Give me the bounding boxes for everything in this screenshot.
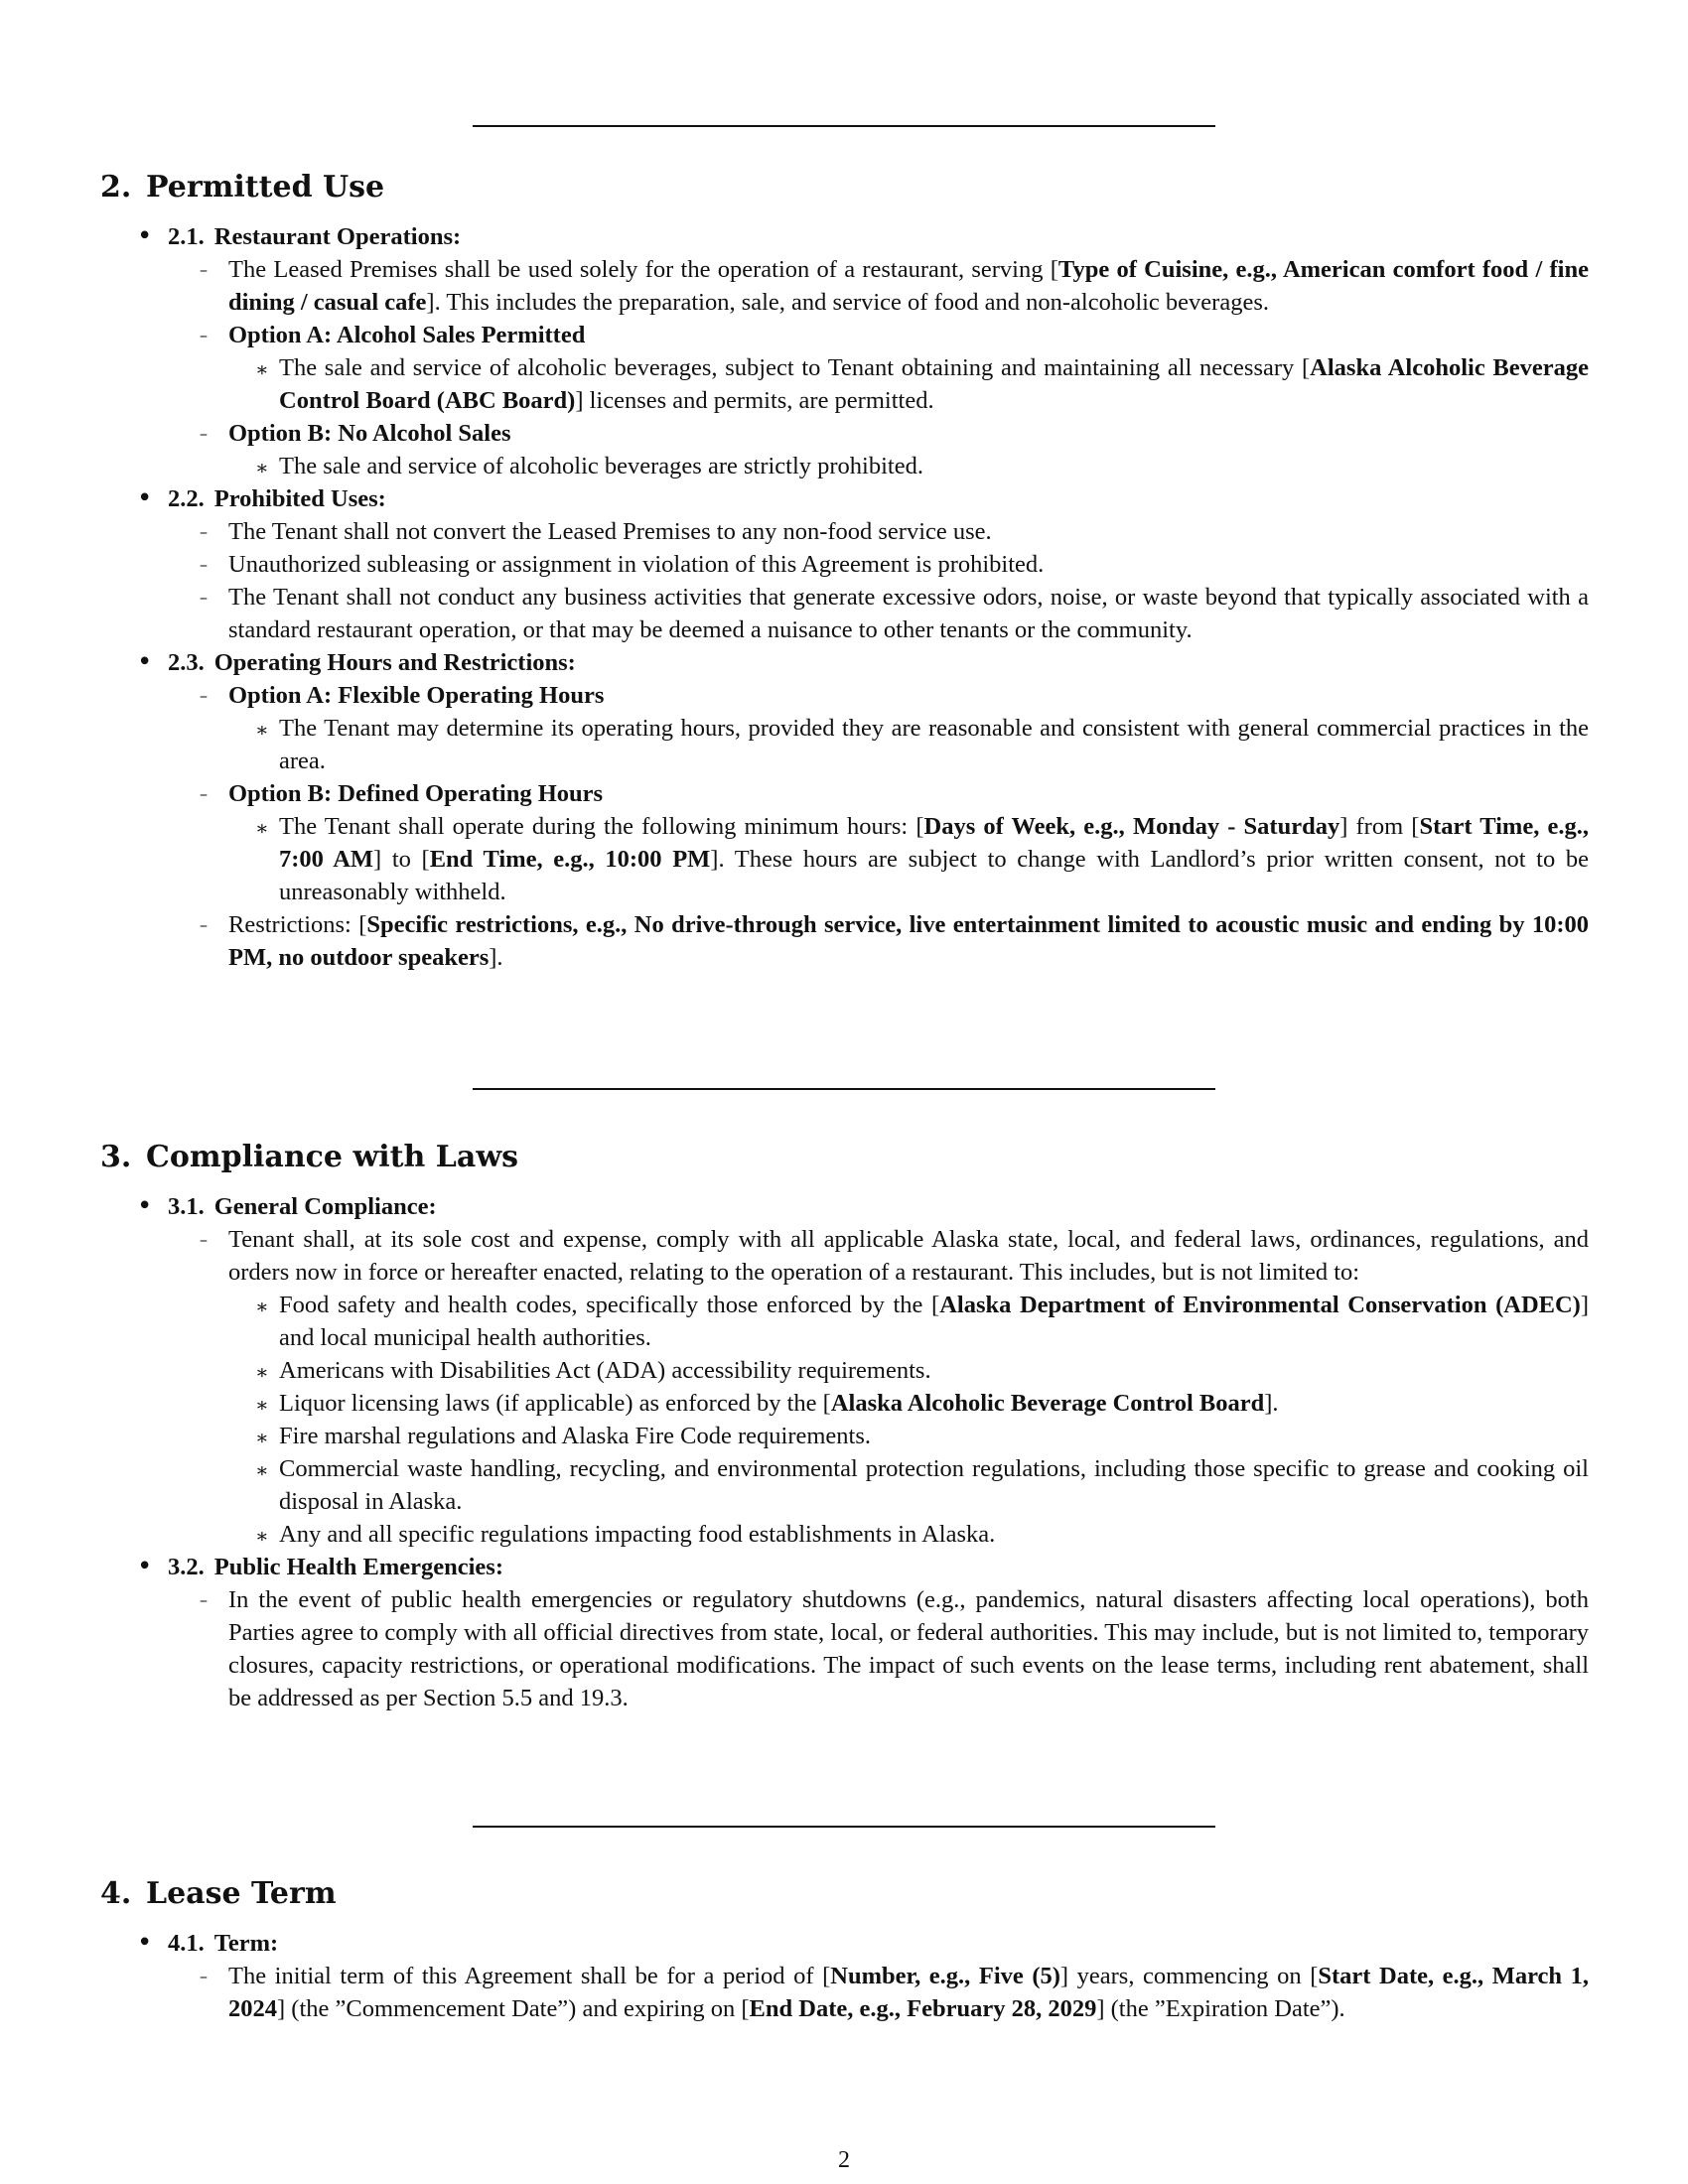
dash-bullet: – <box>200 326 208 344</box>
subsection-4-1 <box>100 1927 1589 2025</box>
list-item <box>168 548 1589 581</box>
bold-text: Start Date, e.g., March 1, 2024 <box>228 1963 1589 2022</box>
section-divider <box>473 1088 1215 1090</box>
sub-list-item <box>228 1452 1589 1518</box>
subsection-title: Public Health Emergencies: <box>213 1554 503 1580</box>
text-run: ] licenses and permits, are permitted. <box>575 387 934 414</box>
list-item <box>168 1223 1589 1551</box>
subsection-title: Restaurant Operations: <box>213 223 462 250</box>
asterisk-bullet: ∗ <box>255 1360 269 1384</box>
text-run: The Tenant shall operate during the following minimum hours: [ <box>279 813 924 840</box>
sub-list-item <box>228 1354 1589 1387</box>
text-run: ] from [ <box>1339 813 1420 840</box>
nested-list <box>228 1289 1589 1551</box>
dash-bullet: – <box>200 1967 208 1985</box>
asterisk-bullet: ∗ <box>255 456 269 479</box>
bold-text: Option B: Defined Operating Hours <box>228 780 604 807</box>
bold-text: End Time, e.g., 10:00 PM <box>429 846 711 873</box>
list-item-text <box>228 581 1589 646</box>
subsection-2-2 <box>100 482 1589 646</box>
clause-list <box>168 1960 1589 2025</box>
text-run: ]. <box>489 944 503 971</box>
clause-list <box>168 1583 1589 1714</box>
bold-text: Alaska Alcoholic Beverage Control Board <box>830 1390 1265 1417</box>
subsection-number: 2.1. <box>168 223 205 250</box>
bold-text: End Date, e.g., February 28, 2029 <box>749 1995 1097 2022</box>
clause-list <box>168 253 1589 482</box>
list-item-text <box>279 1354 1589 1387</box>
subsection-number: 3.1. <box>168 1193 205 1220</box>
asterisk-bullet: ∗ <box>255 1426 269 1449</box>
list-item-text <box>279 351 1589 417</box>
section-number: 2. <box>100 170 132 205</box>
bullet-dot: • <box>137 1552 153 1581</box>
bullet-dot: • <box>137 647 153 677</box>
text-run: The initial term of this Agreement shall be for a period of [ <box>228 1963 831 1989</box>
subsection-number: 2.2. <box>168 485 205 512</box>
subsection-heading <box>168 482 1589 515</box>
subsection-number: 3.2. <box>168 1554 205 1580</box>
subsection-title: Prohibited Uses: <box>213 485 386 512</box>
bullet-dot: • <box>137 1928 153 1958</box>
section-heading <box>100 169 1589 206</box>
list-item-text <box>228 515 1589 548</box>
section-compliance-with-laws <box>100 1139 1589 1714</box>
bold-text: Alaska Alcoholic Beverage Control Board (ABC Board) <box>279 354 1589 414</box>
list-item-text <box>228 679 1589 712</box>
text-run: Food safety and health codes, specifically those enforced by the [ <box>279 1292 940 1318</box>
dash-bullet: – <box>200 1230 208 1249</box>
list-item-text <box>279 1518 1589 1551</box>
text-run: The Tenant shall not convert the Leased Premises to any non-food service use. <box>228 518 992 545</box>
sub-list-item <box>228 1387 1589 1420</box>
list-item-text <box>228 548 1589 581</box>
subsection-heading <box>168 1927 1589 1960</box>
text-run: Any and all specific regulations impacting food establishments in Alaska. <box>279 1521 996 1548</box>
list-item <box>168 581 1589 646</box>
nested-list <box>228 450 1589 482</box>
text-run: Fire marshal regulations and Alaska Fire Code requirements. <box>279 1423 872 1449</box>
nested-list <box>228 712 1589 777</box>
bold-text: Specific restrictions, e.g., No drive-through service, live entertainment limited to acoustic music and ending by 10:00 PM, no outdoor speakers <box>228 911 1589 971</box>
text-run: ] years, commencing on [ <box>1059 1963 1319 1989</box>
asterisk-bullet: ∗ <box>255 816 269 840</box>
subsection-number: 2.3. <box>168 649 205 676</box>
list-item-text <box>279 1387 1589 1420</box>
text-run: ]. These hours are subject to change with Landlord’s prior written consent, not to be unreasonably withheld. <box>279 846 1590 905</box>
list-item-text <box>228 319 1589 351</box>
subsection-number: 4.1. <box>168 1930 205 1957</box>
list-item <box>168 908 1589 974</box>
subsection-heading <box>168 646 1589 679</box>
sub-list-item <box>228 712 1589 777</box>
nested-list <box>228 810 1589 908</box>
section-divider <box>473 1826 1215 1828</box>
list-item-text <box>228 253 1589 319</box>
sub-list-item <box>228 1420 1589 1452</box>
list-item-text <box>279 450 1589 482</box>
dash-bullet: – <box>200 260 208 279</box>
clause-list <box>168 1223 1589 1551</box>
section-divider <box>473 125 1215 127</box>
bold-text: Alaska Department of Environmental Conservation (ADEC) <box>939 1292 1581 1318</box>
section-number: 3. <box>100 1140 132 1174</box>
section-lease-term <box>100 1875 1589 2025</box>
section-heading <box>100 1875 1589 1913</box>
list-item <box>168 679 1589 777</box>
subsection-list <box>100 1190 1589 1714</box>
subsection-list <box>100 220 1589 974</box>
text-run: The Leased Premises shall be used solely for the operation of a restaurant, serving [ <box>228 256 1058 283</box>
subsection-2-3 <box>100 646 1589 974</box>
asterisk-bullet: ∗ <box>255 357 269 381</box>
asterisk-bullet: ∗ <box>255 1458 269 1482</box>
list-item <box>168 1960 1589 2025</box>
text-run: Unauthorized subleasing or assignment in violation of this Agreement is prohibited. <box>228 551 1045 578</box>
list-item-text <box>228 417 1589 450</box>
text-run: Restrictions: [ <box>228 911 367 938</box>
list-item <box>168 417 1589 482</box>
section-permitted-use <box>100 169 1589 974</box>
text-run: Tenant shall, at its sole cost and expense, comply with all applicable Alaska state, local, and federal laws, ordinances, regulations, and orders now in force or hereafter enacted, relating to the operation of a restaurant. This includes, but is not limited to: <box>228 1226 1589 1286</box>
list-item-text <box>279 1289 1589 1354</box>
text-run: Americans with Disabilities Act (ADA) accessibility requirements. <box>279 1357 931 1384</box>
list-item-text <box>228 1583 1589 1714</box>
list-item-text <box>228 908 1589 974</box>
subsection-3-1 <box>100 1190 1589 1551</box>
list-item-text <box>279 810 1589 908</box>
list-item-text <box>228 1223 1589 1289</box>
text-run: The Tenant may determine its operating hours, provided they are reasonable and consistent with general commercial practices in the area. <box>279 715 1589 774</box>
bold-text: Option A: Flexible Operating Hours <box>228 682 605 709</box>
text-run: The sale and service of alcoholic beverages are strictly prohibited. <box>279 453 923 479</box>
list-item <box>168 253 1589 319</box>
dash-bullet: – <box>200 588 208 607</box>
dash-bullet: – <box>200 555 208 574</box>
text-run: ]. This includes the preparation, sale, and service of food and non-alcoholic beverages. <box>426 289 1269 316</box>
sub-list-item <box>228 351 1589 417</box>
bold-text: Days of Week, e.g., Monday - Saturday <box>923 813 1340 840</box>
sub-list-item <box>228 450 1589 482</box>
list-item-text <box>228 777 1589 810</box>
subsection-title: Operating Hours and Restrictions: <box>213 649 576 676</box>
section-title: Permitted Use <box>146 170 385 205</box>
asterisk-bullet: ∗ <box>255 1393 269 1417</box>
asterisk-bullet: ∗ <box>255 718 269 742</box>
text-run: ] and local municipal health authorities. <box>279 1292 1590 1351</box>
list-item-text <box>279 1452 1589 1518</box>
subsection-2-1 <box>100 220 1589 482</box>
clause-list <box>168 679 1589 974</box>
bullet-dot: • <box>137 1191 153 1221</box>
section-title: Compliance with Laws <box>146 1140 519 1174</box>
bold-text: Start Time, e.g., 7:00 AM <box>279 813 1589 873</box>
text-run: The Tenant shall not conduct any business activities that generate excessive odors, noise, or waste beyond that typically associated with a standard restaurant operation, or that may be deemed a nuisance to other tenants or the community. <box>228 584 1589 643</box>
subsection-3-2 <box>100 1551 1589 1714</box>
section-number: 4. <box>100 1876 132 1911</box>
bullet-dot: • <box>137 221 153 251</box>
dash-bullet: – <box>200 915 208 934</box>
text-run: ] to [ <box>373 846 430 873</box>
asterisk-bullet: ∗ <box>255 1524 269 1548</box>
subsection-heading <box>168 1190 1589 1223</box>
text-run: The sale and service of alcoholic beverages, subject to Tenant obtaining and maintaining all necessary [ <box>279 354 1311 381</box>
text-run: ]. <box>1264 1390 1279 1417</box>
text-run: ] (the ”Commencement Date”) and expiring on [ <box>277 1995 750 2022</box>
list-item <box>168 515 1589 548</box>
bold-text: Option A: Alcohol Sales Permitted <box>228 322 586 348</box>
list-item-text <box>279 1420 1589 1452</box>
subsection-title: General Compliance: <box>213 1193 437 1220</box>
dash-bullet: – <box>200 522 208 541</box>
sub-list-item <box>228 1518 1589 1551</box>
list-item-text <box>279 712 1589 777</box>
clause-list <box>168 515 1589 646</box>
text-run: Commercial waste handling, recycling, and environmental protection regulations, including those specific to grease and cooking oil disposal in Alaska. <box>279 1455 1589 1515</box>
subsection-heading <box>168 1551 1589 1583</box>
nested-list <box>228 351 1589 417</box>
sub-list-item <box>228 1289 1589 1354</box>
subsection-title: Term: <box>213 1930 279 1957</box>
section-title: Lease Term <box>146 1876 337 1911</box>
text-run: Liquor licensing laws (if applicable) as enforced by the [ <box>279 1390 831 1417</box>
bullet-dot: • <box>137 483 153 513</box>
list-item <box>168 777 1589 908</box>
dash-bullet: – <box>200 686 208 705</box>
subsection-heading <box>168 220 1589 253</box>
asterisk-bullet: ∗ <box>255 1295 269 1318</box>
subsection-list <box>100 1927 1589 2025</box>
list-item <box>168 1583 1589 1714</box>
dash-bullet: – <box>200 1590 208 1609</box>
dash-bullet: – <box>200 784 208 803</box>
sub-list-item <box>228 810 1589 908</box>
bold-text: Type of Cuisine, e.g., American comfort food / fine dining / casual cafe <box>228 256 1589 316</box>
bold-text: Option B: No Alcohol Sales <box>228 420 511 447</box>
dash-bullet: – <box>200 424 208 443</box>
section-heading <box>100 1139 1589 1176</box>
page-number: 2 <box>838 2147 850 2173</box>
bold-text: Number, e.g., Five (5) <box>830 1963 1060 1989</box>
text-run: ] (the ”Expiration Date”). <box>1096 1995 1345 2022</box>
text-run: In the event of public health emergencies or regulatory shutdowns (e.g., pandemics, natural disasters affecting local operations), both Parties agree to comply with all official directives from state, local, or federal authorities. This may include, but is not limited to, temporary closures, capacity restrictions, or operational modifications. The impact of such events on the lease terms, including rent abatement, shall be addressed as per Section 5.5 and 19.3. <box>228 1586 1589 1711</box>
list-item-text <box>228 1960 1589 2025</box>
list-item <box>168 319 1589 417</box>
